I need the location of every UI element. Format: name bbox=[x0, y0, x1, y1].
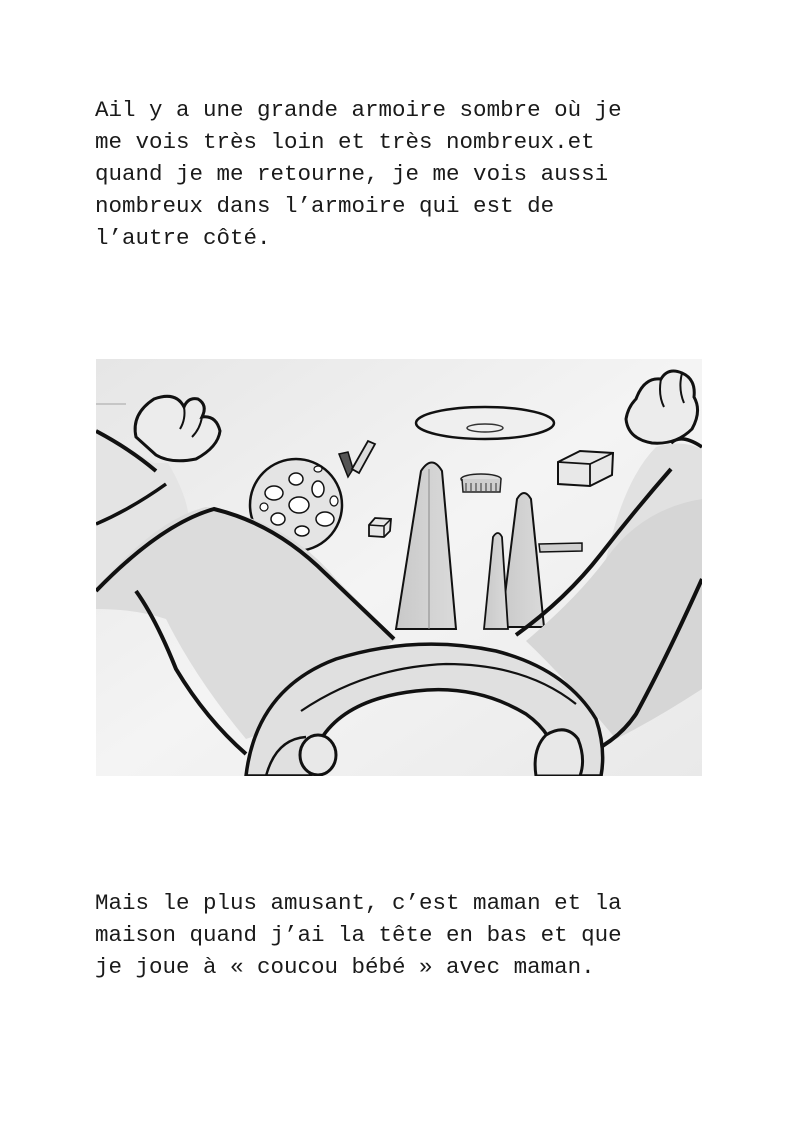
text-line: quand je me retourne, je me vois aussi bbox=[95, 161, 609, 187]
text-line: l’autre côté. bbox=[95, 225, 271, 251]
small-crown bbox=[461, 474, 501, 492]
text-line: nombreux dans l’armoire qui est de bbox=[95, 193, 555, 219]
drawing-svg bbox=[96, 359, 702, 776]
text-line: je joue à « coucou bébé » avec maman. bbox=[95, 954, 595, 980]
paragraph-bottom bbox=[95, 887, 735, 983]
text-line: me vois très loin et très nombreux.et bbox=[95, 129, 595, 155]
left-foot bbox=[300, 735, 336, 775]
text-line: Ail y a une grande armoire sombre où je bbox=[95, 97, 622, 123]
halo-disc bbox=[416, 407, 554, 439]
pencil-drawing-illustration bbox=[96, 359, 702, 776]
text-line: Mais le plus amusant, c’est maman et la bbox=[95, 890, 622, 916]
small-cube bbox=[369, 518, 391, 537]
paragraph-top bbox=[95, 94, 735, 254]
text-line: maison quand j’ai la tête en bas et que bbox=[95, 922, 622, 948]
